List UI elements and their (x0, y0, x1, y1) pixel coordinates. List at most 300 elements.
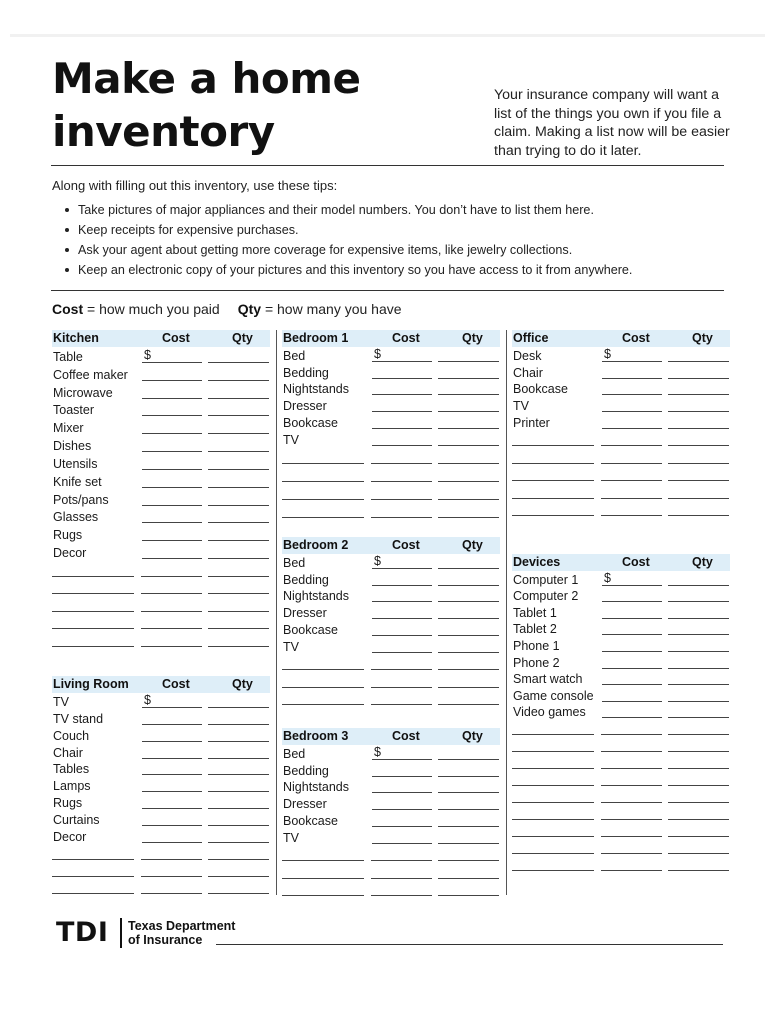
qty-entry-line[interactable] (208, 593, 269, 594)
blank-row (282, 863, 500, 881)
item-name: TV (53, 694, 69, 709)
item-entry-line[interactable] (512, 463, 594, 464)
cost-entry-line[interactable] (142, 415, 202, 416)
item-entry-line[interactable] (512, 445, 594, 446)
item-entry-line[interactable] (282, 878, 364, 879)
qty-entry-line[interactable] (438, 378, 499, 379)
cost-entry-line[interactable] (142, 842, 202, 843)
legend-cost-def: = how much you paid (87, 301, 220, 317)
legend-qty-def: = how many you have (264, 301, 402, 317)
item-entry-line[interactable] (282, 499, 364, 500)
tip-item: Keep receipts for expensive purchases. (64, 220, 632, 240)
item-entry-line[interactable] (52, 593, 134, 594)
cost-entry-line[interactable] (142, 398, 202, 399)
cost-entry-line[interactable] (602, 361, 662, 362)
qty-entry-line[interactable] (208, 646, 269, 647)
section-bedroom-3 (282, 728, 500, 898)
qty-entry-line[interactable] (208, 628, 269, 629)
cost-entry-line[interactable] (142, 433, 202, 434)
cost-entry-line[interactable] (602, 701, 662, 702)
item-name: Utensils (53, 456, 98, 471)
inventory-row (282, 364, 500, 381)
cost-entry-line[interactable] (601, 463, 662, 464)
cost-entry-line[interactable] (142, 469, 202, 470)
item-entry-line[interactable] (52, 876, 134, 877)
item-name: TV (513, 399, 529, 414)
cost-entry-line[interactable] (372, 618, 432, 619)
section-header (52, 330, 270, 347)
item-entry-line[interactable] (512, 870, 594, 871)
qty-entry-line[interactable] (438, 618, 499, 619)
qty-entry-line[interactable] (668, 411, 729, 412)
cost-entry-line[interactable] (601, 480, 662, 481)
cost-entry-line[interactable] (372, 759, 432, 760)
currency-symbol: $ (604, 346, 611, 361)
item-entry-line[interactable] (282, 517, 364, 518)
qty-entry-line[interactable] (208, 558, 269, 559)
section-title: Bedroom 3 (283, 729, 349, 743)
item-entry-line[interactable] (512, 498, 594, 499)
inventory-row (512, 687, 730, 704)
qty-entry-line[interactable] (208, 505, 269, 506)
cost-entry-line[interactable] (142, 791, 202, 792)
cost-entry-line[interactable] (371, 517, 432, 518)
qty-entry-line[interactable] (438, 878, 499, 879)
item-name: Bed (283, 555, 306, 570)
section-title: Kitchen (53, 331, 99, 345)
logo-divider (120, 918, 122, 948)
qty-entry-line[interactable] (208, 362, 269, 363)
blank-row (282, 502, 500, 520)
item-entry-line[interactable] (282, 895, 364, 896)
cost-entry-line[interactable] (601, 785, 662, 786)
item-name: Phone 1 (513, 638, 560, 653)
cost-entry-line[interactable] (371, 687, 432, 688)
section-living-room (52, 676, 270, 896)
item-entry-line[interactable] (282, 687, 364, 688)
item-entry-line[interactable] (282, 463, 364, 464)
cost-column-header: Cost (622, 331, 650, 345)
qty-entry-line[interactable] (438, 445, 499, 446)
cost-entry-line[interactable] (371, 669, 432, 670)
inventory-row (282, 621, 500, 638)
qty-entry-line[interactable] (438, 361, 499, 362)
qty-entry-line[interactable] (668, 585, 729, 586)
qty-entry-line[interactable] (438, 809, 499, 810)
cost-column-header: Cost (392, 331, 420, 345)
qty-entry-line[interactable] (668, 634, 729, 635)
inventory-row (52, 525, 270, 543)
item-name: Nightstands (283, 382, 350, 397)
cost-entry-line[interactable] (371, 860, 432, 861)
cost-entry-line[interactable] (141, 893, 202, 894)
cost-entry-line[interactable] (372, 652, 432, 653)
qty-entry-line[interactable] (668, 601, 729, 602)
qty-entry-line[interactable] (668, 463, 729, 464)
blank-row (282, 846, 500, 864)
qty-entry-line[interactable] (208, 380, 269, 381)
cost-entry-line[interactable] (142, 522, 202, 523)
qty-entry-line[interactable] (668, 618, 729, 619)
qty-entry-line[interactable] (438, 394, 499, 395)
qty-entry-line[interactable] (668, 668, 729, 669)
cost-column-header: Cost (622, 555, 650, 569)
cost-entry-line[interactable] (141, 576, 202, 577)
blank-row (282, 690, 500, 708)
qty-entry-line[interactable] (438, 481, 499, 482)
qty-entry-line[interactable] (668, 498, 729, 499)
cost-entry-line[interactable] (142, 741, 202, 742)
cost-entry-line[interactable] (142, 724, 202, 725)
item-name: Dresser (283, 606, 327, 621)
blank-row (512, 822, 730, 839)
cost-entry-line[interactable] (372, 776, 432, 777)
cost-entry-line[interactable] (602, 585, 662, 586)
blank-row (512, 737, 730, 754)
inventory-row (52, 710, 270, 727)
item-name: Tablet 2 (513, 622, 557, 637)
cost-entry-line[interactable] (142, 707, 202, 708)
item-name: Decor (53, 546, 87, 561)
cost-entry-line[interactable] (141, 859, 202, 860)
section-office (512, 330, 730, 518)
qty-entry-line[interactable] (208, 859, 269, 860)
qty-entry-line[interactable] (208, 398, 269, 399)
item-name: Lamps (53, 779, 91, 794)
cost-entry-line[interactable] (602, 618, 662, 619)
cost-entry-line[interactable] (602, 717, 662, 718)
inventory-row (512, 397, 730, 414)
cost-entry-line[interactable] (142, 774, 202, 775)
qty-entry-line[interactable] (668, 428, 729, 429)
qty-entry-line[interactable] (208, 741, 269, 742)
inventory-row (52, 454, 270, 472)
section-title: Bedroom 2 (283, 538, 349, 552)
cost-entry-line[interactable] (142, 758, 202, 759)
qty-entry-line[interactable] (208, 451, 269, 452)
item-entry-line[interactable] (512, 836, 594, 837)
cost-entry-line[interactable] (601, 768, 662, 769)
qty-entry-line[interactable] (438, 568, 499, 569)
inventory-row (282, 347, 500, 364)
qty-entry-line[interactable] (668, 394, 729, 395)
item-entry-line[interactable] (512, 785, 594, 786)
qty-entry-line[interactable] (208, 842, 269, 843)
cost-entry-line[interactable] (141, 646, 202, 647)
inventory-row (512, 588, 730, 605)
item-name: Chair (53, 745, 83, 760)
qty-entry-line[interactable] (668, 651, 729, 652)
cost-entry-line[interactable] (601, 870, 662, 871)
item-entry-line[interactable] (52, 576, 134, 577)
item-name: Nightstands (283, 589, 350, 604)
item-entry-line[interactable] (282, 860, 364, 861)
qty-entry-line[interactable] (668, 853, 729, 854)
item-name: Tables (53, 762, 90, 777)
qty-entry-line[interactable] (438, 585, 499, 586)
cost-entry-line[interactable] (142, 362, 202, 363)
section-kitchen (52, 330, 270, 649)
qty-entry-line[interactable] (438, 463, 499, 464)
tip-item: Keep an electronic copy of your pictures and this inventory so you have access to it from anywhere. (64, 260, 632, 280)
section-header (282, 728, 500, 745)
qty-entry-line[interactable] (208, 893, 269, 894)
qty-entry-line[interactable] (668, 515, 729, 516)
cost-entry-line[interactable] (372, 843, 432, 844)
qty-entry-line[interactable] (438, 601, 499, 602)
cost-entry-line[interactable] (601, 819, 662, 820)
qty-entry-line[interactable] (668, 378, 729, 379)
cost-entry-line[interactable] (601, 498, 662, 499)
item-entry-line[interactable] (512, 734, 594, 735)
inventory-row (282, 745, 500, 762)
qty-column-header: Qty (232, 331, 253, 345)
section-header (52, 676, 270, 693)
cost-entry-line[interactable] (372, 361, 432, 362)
qty-entry-line[interactable] (668, 445, 729, 446)
legend-qty-term: Qty (237, 301, 262, 317)
inventory-row (52, 347, 270, 365)
item-name: Bedding (283, 763, 329, 778)
cost-entry-line[interactable] (142, 540, 202, 541)
item-entry-line[interactable] (52, 611, 134, 612)
inventory-row (52, 418, 270, 436)
inventory-row (52, 472, 270, 490)
section-bedroom-2 (282, 537, 500, 707)
item-name: Table (53, 349, 83, 364)
cost-entry-line[interactable] (372, 445, 432, 446)
inventory-row (52, 436, 270, 454)
cost-entry-line[interactable] (371, 895, 432, 896)
qty-entry-line[interactable] (208, 540, 269, 541)
qty-entry-line[interactable] (208, 576, 269, 577)
qty-entry-line[interactable] (668, 717, 729, 718)
item-name: Phone 2 (513, 655, 560, 670)
qty-entry-line[interactable] (438, 776, 499, 777)
cost-entry-line[interactable] (142, 451, 202, 452)
qty-entry-line[interactable] (208, 415, 269, 416)
cost-entry-line[interactable] (372, 826, 432, 827)
inventory-row (52, 383, 270, 401)
cost-entry-line[interactable] (601, 751, 662, 752)
cost-entry-line[interactable] (141, 628, 202, 629)
footer-rule (216, 944, 723, 945)
item-name: Couch (53, 728, 90, 743)
item-entry-line[interactable] (512, 819, 594, 820)
item-entry-line[interactable] (512, 802, 594, 803)
cost-entry-line[interactable] (372, 809, 432, 810)
cost-entry-line[interactable] (372, 601, 432, 602)
cost-entry-line[interactable] (602, 601, 662, 602)
qty-entry-line[interactable] (668, 802, 729, 803)
qty-entry-line[interactable] (438, 792, 499, 793)
qty-entry-line[interactable] (668, 836, 729, 837)
item-name: Tablet 1 (513, 605, 557, 620)
blank-row (512, 448, 730, 466)
item-entry-line[interactable] (512, 515, 594, 516)
blank-row (52, 561, 270, 579)
blank-row (52, 862, 270, 879)
inventory-row (52, 508, 270, 526)
section-title: Office (513, 331, 549, 345)
cost-entry-line[interactable] (602, 378, 662, 379)
item-entry-line[interactable] (512, 768, 594, 769)
cost-entry-line[interactable] (602, 634, 662, 635)
inventory-row (282, 762, 500, 779)
cost-entry-line[interactable] (602, 394, 662, 395)
qty-entry-line[interactable] (438, 411, 499, 412)
qty-entry-line[interactable] (438, 499, 499, 500)
cost-entry-line[interactable] (142, 487, 202, 488)
qty-entry-line[interactable] (438, 669, 499, 670)
qty-entry-line[interactable] (668, 734, 729, 735)
qty-entry-line[interactable] (208, 611, 269, 612)
cost-entry-line[interactable] (601, 836, 662, 837)
qty-entry-line[interactable] (438, 428, 499, 429)
item-entry-line[interactable] (52, 859, 134, 860)
qty-entry-line[interactable] (668, 701, 729, 702)
qty-entry-line[interactable] (208, 487, 269, 488)
qty-entry-line[interactable] (668, 684, 729, 685)
qty-entry-line[interactable] (208, 707, 269, 708)
qty-entry-line[interactable] (208, 808, 269, 809)
item-name: Bookcase (283, 622, 338, 637)
qty-entry-line[interactable] (438, 635, 499, 636)
cost-entry-line[interactable] (142, 380, 202, 381)
item-entry-line[interactable] (282, 669, 364, 670)
qty-entry-line[interactable] (208, 876, 269, 877)
item-entry-line[interactable] (512, 853, 594, 854)
cost-entry-line[interactable] (602, 428, 662, 429)
qty-entry-line[interactable] (208, 469, 269, 470)
qty-entry-line[interactable] (438, 687, 499, 688)
top-divider-strip (10, 34, 765, 37)
item-entry-line[interactable] (52, 646, 134, 647)
qty-entry-line[interactable] (668, 785, 729, 786)
qty-entry-line[interactable] (438, 517, 499, 518)
item-name: TV stand (53, 711, 104, 726)
cost-entry-line[interactable] (372, 394, 432, 395)
cost-entry-line[interactable] (602, 411, 662, 412)
cost-entry-line[interactable] (372, 428, 432, 429)
inventory-row (52, 693, 270, 710)
inventory-row (512, 381, 730, 398)
cost-entry-line[interactable] (371, 499, 432, 500)
item-name: Nightstands (283, 780, 350, 795)
qty-entry-line[interactable] (208, 522, 269, 523)
item-entry-line[interactable] (512, 480, 594, 481)
cost-entry-line[interactable] (601, 445, 662, 446)
inventory-row (512, 621, 730, 638)
blank-row (512, 501, 730, 519)
item-name: Bookcase (283, 813, 338, 828)
cost-entry-line[interactable] (372, 411, 432, 412)
cost-entry-line[interactable] (372, 585, 432, 586)
inventory-row (52, 365, 270, 383)
item-name: TV (283, 639, 299, 654)
cost-entry-line[interactable] (371, 481, 432, 482)
cost-entry-line[interactable] (602, 684, 662, 685)
qty-entry-line[interactable] (438, 826, 499, 827)
page-title: Make a home inventory (52, 54, 361, 156)
org-line-1: Texas Department (128, 919, 236, 933)
legend-cost-term: Cost (52, 301, 84, 317)
inventory-row (282, 554, 500, 571)
item-entry-line[interactable] (512, 751, 594, 752)
qty-entry-line[interactable] (668, 819, 729, 820)
blank-row (52, 879, 270, 896)
blank-row (512, 788, 730, 805)
cost-entry-line[interactable] (142, 808, 202, 809)
qty-entry-line[interactable] (208, 825, 269, 826)
cost-entry-line[interactable] (372, 568, 432, 569)
cost-entry-line[interactable] (141, 611, 202, 612)
cost-entry-line[interactable] (372, 635, 432, 636)
item-name: Bedding (283, 572, 329, 587)
item-entry-line[interactable] (52, 628, 134, 629)
inventory-row (282, 829, 500, 846)
cost-entry-line[interactable] (371, 463, 432, 464)
qty-entry-line[interactable] (438, 704, 499, 705)
qty-entry-line[interactable] (668, 751, 729, 752)
cost-entry-line[interactable] (142, 825, 202, 826)
cost-entry-line[interactable] (601, 734, 662, 735)
cost-entry-line[interactable] (141, 876, 202, 877)
column-separator (276, 330, 277, 895)
qty-entry-line[interactable] (208, 724, 269, 725)
item-name: Mixer (53, 421, 84, 436)
cost-entry-line[interactable] (601, 515, 662, 516)
qty-entry-line[interactable] (668, 480, 729, 481)
inventory-row (282, 381, 500, 398)
cost-entry-line[interactable] (141, 593, 202, 594)
item-entry-line[interactable] (52, 893, 134, 894)
cost-entry-line[interactable] (371, 878, 432, 879)
section-devices (512, 554, 730, 873)
qty-entry-line[interactable] (208, 758, 269, 759)
section-header (282, 330, 500, 347)
item-name: Computer 2 (513, 589, 579, 604)
cost-entry-line[interactable] (601, 853, 662, 854)
qty-entry-line[interactable] (208, 774, 269, 775)
qty-entry-line[interactable] (438, 860, 499, 861)
qty-entry-line[interactable] (438, 843, 499, 844)
qty-entry-line[interactable] (668, 870, 729, 871)
inventory-row (282, 795, 500, 812)
qty-entry-line[interactable] (438, 759, 499, 760)
cost-entry-line[interactable] (372, 792, 432, 793)
qty-entry-line[interactable] (438, 895, 499, 896)
item-name: Dresser (283, 399, 327, 414)
cost-entry-line[interactable] (601, 802, 662, 803)
qty-entry-line[interactable] (668, 768, 729, 769)
qty-entry-line[interactable] (208, 433, 269, 434)
qty-entry-line[interactable] (438, 652, 499, 653)
cost-entry-line[interactable] (602, 651, 662, 652)
item-entry-line[interactable] (282, 704, 364, 705)
qty-entry-line[interactable] (208, 791, 269, 792)
cost-entry-line[interactable] (142, 505, 202, 506)
item-entry-line[interactable] (282, 481, 364, 482)
item-name: Bookcase (283, 415, 338, 430)
cost-entry-line[interactable] (602, 668, 662, 669)
section-title: Living Room (53, 677, 129, 691)
cost-entry-line[interactable] (372, 378, 432, 379)
cost-entry-line[interactable] (142, 558, 202, 559)
inventory-row (512, 571, 730, 588)
cost-entry-line[interactable] (371, 704, 432, 705)
qty-entry-line[interactable] (668, 361, 729, 362)
